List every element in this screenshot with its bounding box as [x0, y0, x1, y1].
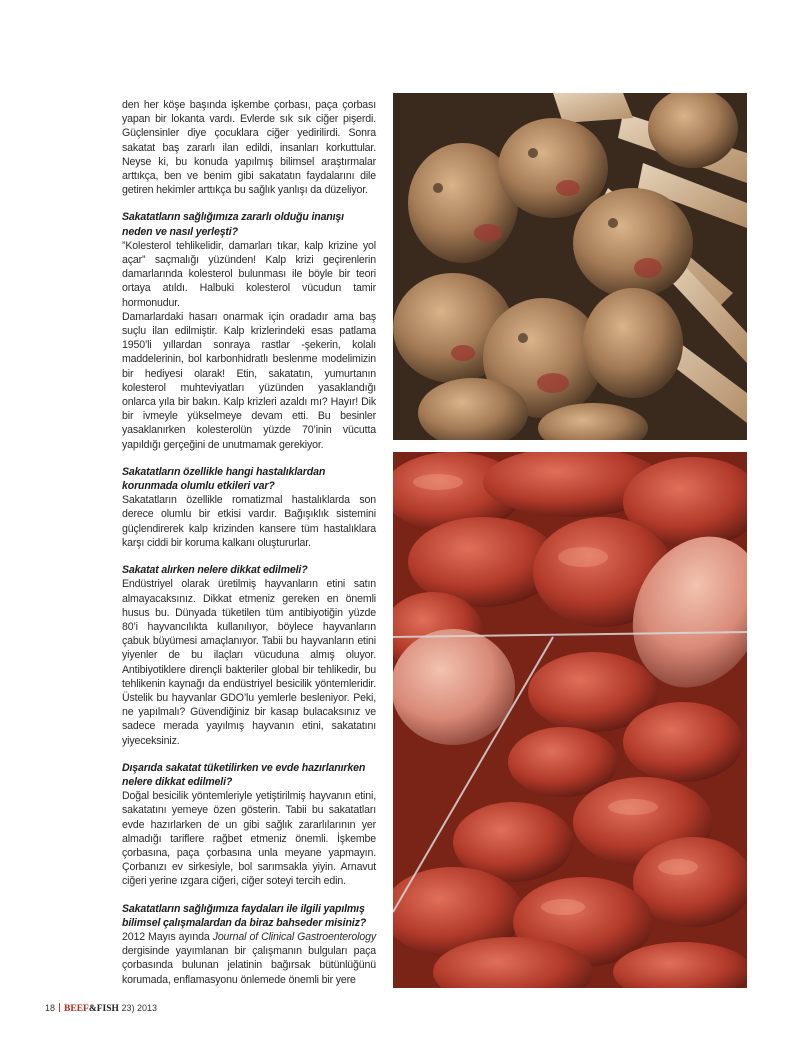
answer-1-paragraph-1: ”Kolesterol tehlikelidir, damarları tıkar, kalp krizine yol açar” saçmalığı yüzünden! Kalp krizi geçirenlerin damarlarında kolesterol bulunması ile böyle bir teori ortaya atıldı. Halbuki kolesterol vücudun tamir hormonudur.	[122, 239, 376, 309]
brand-beef: BEEF	[64, 1004, 89, 1014]
intro-paragraph: den her köşe başında işkembe çorbası, paça çorbası yapan bir lokanta vardı. Evlerde sık sık ciğer pişerdi. Güçlensinler diye çocuklara ciğer yedirilirdi. Sonra sakatat baş zararlı ilan edildi, insanları korkuttular. Neyse ki, bu konuda yapılmış bilimsel araştırmalar arttıkça, ben ve benim gibi sakatatın faydalarını dile getiren hekimler arttıkça bu sağlık yanlışı da düzeliyor.	[122, 99, 376, 197]
sheep-heads-illustration	[393, 93, 747, 440]
question-1: Sakatatların sağlığımıza zararlı olduğu inanışı neden ve nasıl yerleşti?	[122, 211, 344, 238]
sheep-heads-photo	[393, 93, 747, 440]
answer-5-text-after: dergisinde yayımlanan bir çalışmanın bulguları paça çorbasında bulunan jelatinin bağırsak bütünlüğünü korumada, enflamasyonu önlemede önemli bir yere	[122, 945, 376, 986]
liver-display-photo	[393, 452, 747, 988]
article-column	[122, 98, 376, 987]
journal-name: Journal of Clinical Gastroenterology	[212, 930, 376, 943]
question-3: Sakatat alırken nelere dikkat edilmeli?	[122, 564, 308, 577]
page-footer	[45, 1003, 157, 1015]
page-number: 18	[45, 1003, 56, 1013]
answer-1-paragraph-2: Damarlardaki hasarı onarmak için oradadır ama baş suçlu ilan edilmiştir. Kalp krizlerindeki esas patlama 1950’li yıllardan sonraya rastlar -şekerin, kolalı maddelerinin, bol karbonhidratlı beslenme modelimizin bir hediyesi olarak! Etin, sakatatın, yumurtanın kolesterol muhteviyatları yüzünden yasaklandığı onlarca yıla bir bakın. Kalp krizleri azaldı mı? Hayır! Dik bir ivmeyle yükselmeye devam etti. Bu besinler yasaklanırken kolesterolün yüzde 70’inin vücutta yapıldığı gerçeğini de unutmamak gerekiyor.	[122, 310, 376, 451]
brand-ampersand: &	[88, 1004, 97, 1014]
issue-number: 23) 2013	[121, 1003, 157, 1013]
footer-divider	[59, 1003, 60, 1012]
question-4: Dışarıda sakatat tüketilirken ve evde hazırlanırken nelere dikkat edilmeli?	[122, 761, 366, 788]
answer-5-paragraph-1	[122, 930, 376, 987]
answer-5-text-before: 2012 Mayıs ayında	[122, 930, 213, 943]
question-5: Sakatatların sağlığımıza faydaları ile ilgili yapılmış bilimsel çalışmalardan da biraz bahseder misiniz?	[122, 902, 367, 929]
question-2: Sakatatların özellikle hangi hastalıklardan korunmada olumlu etkileri var?	[122, 465, 326, 493]
answer-4-paragraph-1: Doğal besicilik yöntemleriyle yetiştirilmiş hayvanın etini, sakatatını yemeye özen gösterin. Tabii bu sakatatları evde hazırlarken de un gibi sağlık zararlılarının yer almadığı tariflere rağbet etmeniz önemli. İşkembe çorbasına, paça çorbasına unla meyane yapmayın. Çorbanızı ev sirkesiyle, bol sarımsakla yiyin. Arnavut ciğeri yerine ızgara ciğeri, ciğer soteyi tercih edin.	[122, 790, 376, 888]
liver-display-illustration	[393, 452, 747, 988]
brand-fish: FISH	[96, 1004, 119, 1014]
answer-2-paragraph-1: Sakatatların özellikle romatizmal hastalıklarda son derece olumlu bir etkisi vardır. Bağışıklık sistemini güçlendirerek kalp krizinden kansere tüm hastalıklara karşı ciddi bir koruma kalkanı oluştururlar.	[122, 494, 376, 549]
answer-3-paragraph-1: Endüstriyel olarak üretilmiş hayvanların etini satın almayacaksınız. Dikkat etmeniz gereken en önemli husus bu. Dünyada tüketilen tüm antibiyotiğin yüzde 80’i hayvancılıkta kullanılıyor, böylece hayvanların çabuk büyümesi amaçlanıyor. Tabii bu hayvanların etini yiyenler de bu ilaçları vücuduna almış oluyor. Antibiyotiklere dirençli bakteriler global bir tehlikedir, bu tehlikenin kaynağı da endüstriyel besicilik yöntemleridir. Üstelik bu hayvanlar GDO’lu yemlerle besleniyor. Peki, ne yapılmalı? Güvendiğiniz bir kasap bulacaksınız ve sadece merada yayılmış hayvanın etini, sakatatını yiyeceksiniz.	[122, 578, 376, 747]
